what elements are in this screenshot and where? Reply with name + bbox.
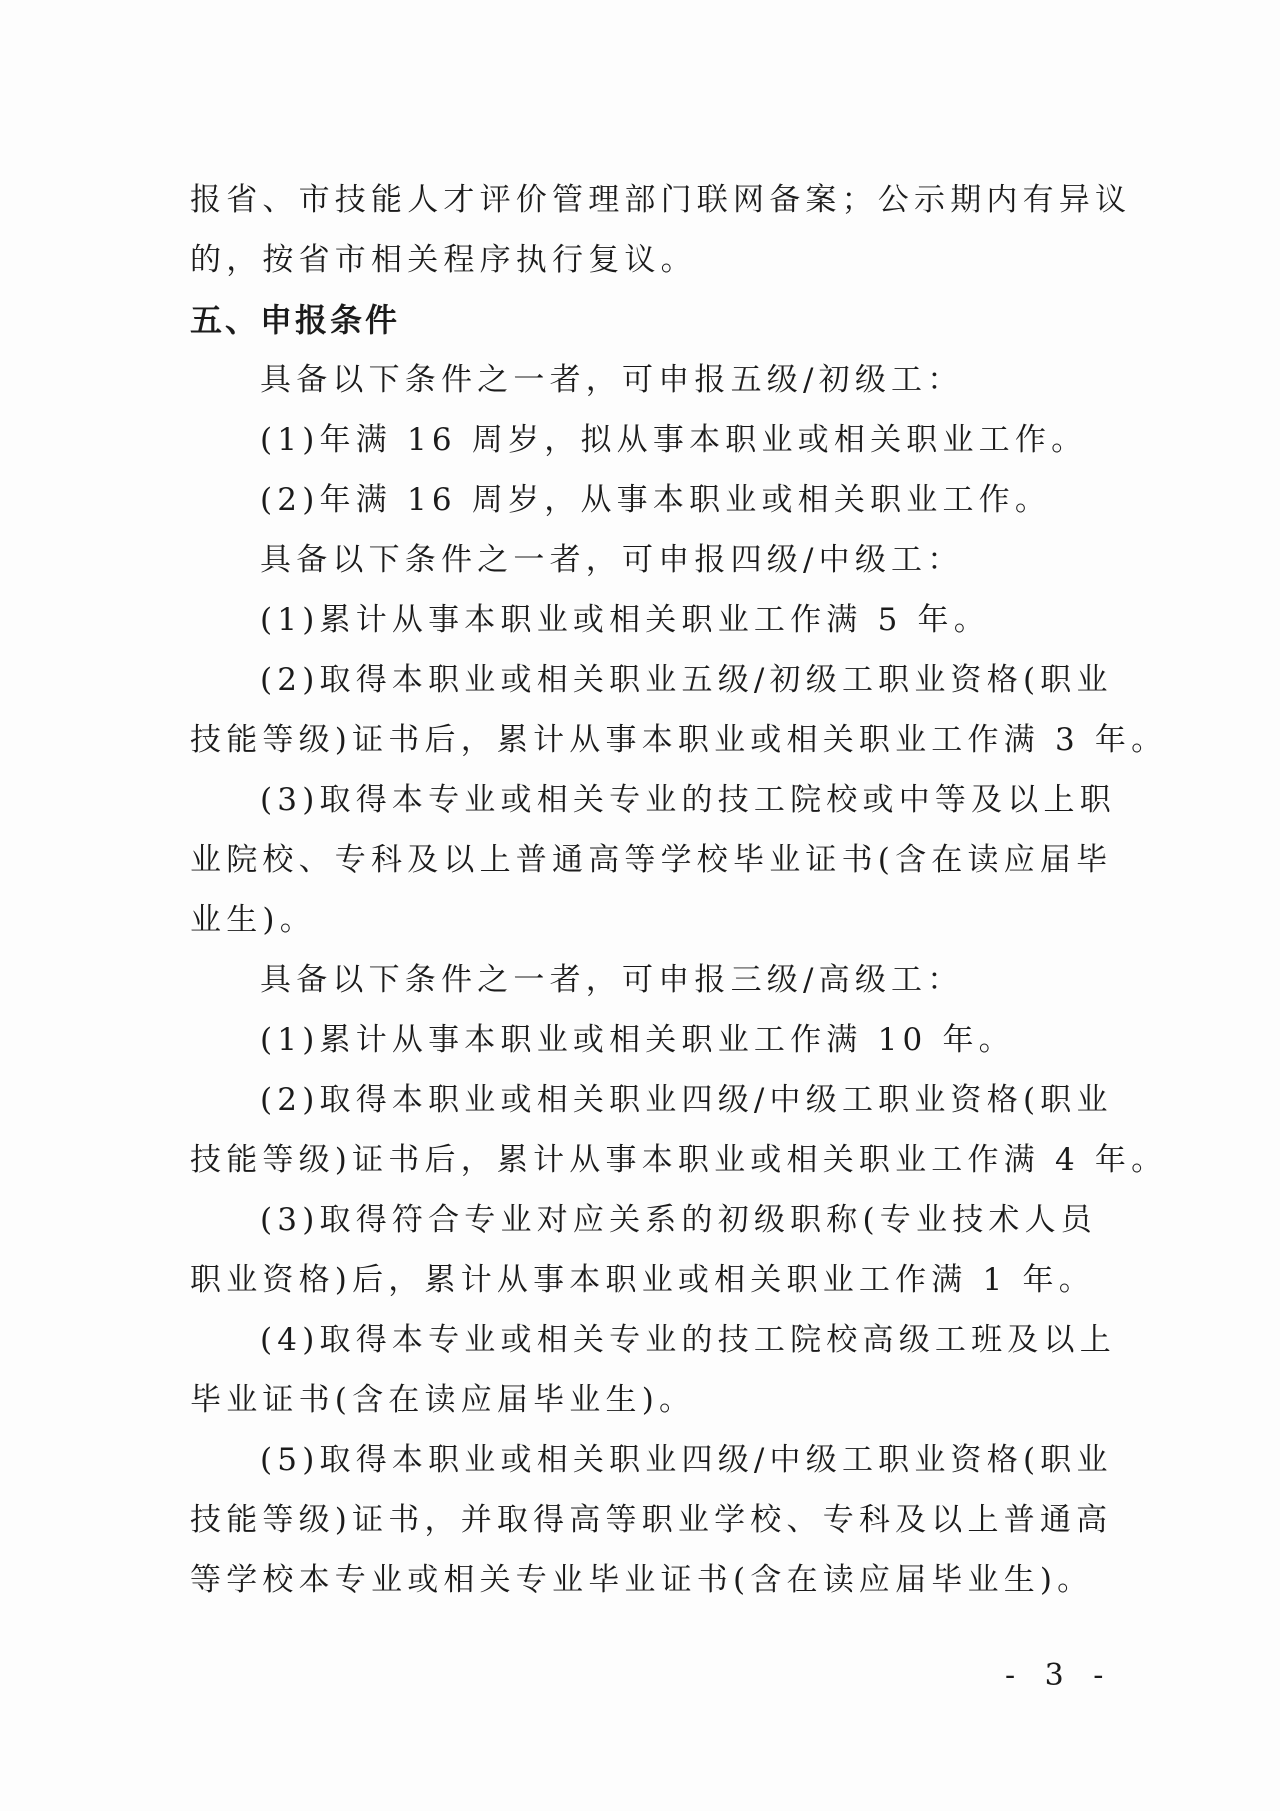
text-line: 毕业证书(含在读应届毕业生)。 [190,1382,696,1418]
text-line: 等学校本专业或相关专业毕业证书(含在读应届毕业生)。 [190,1562,1094,1598]
text-line: (2)年满 16 周岁，从事本职业或相关职业工作。 [260,482,1052,518]
text-line: 技能等级)证书后，累计从事本职业或相关职业工作满 3 年。 [190,722,1168,758]
text-line: 报省、市技能人才评价管理部门联网备案；公示期内有异议 [190,182,1132,218]
text-line: 技能等级)证书后，累计从事本职业或相关职业工作满 4 年。 [190,1142,1168,1178]
text-line: (1)累计从事本职业或相关职业工作满 10 年。 [260,1022,1015,1058]
text-line: 具备以下条件之一者，可申报四级/中级工： [260,542,964,578]
text-line: 业生)。 [190,902,316,938]
text-line: (2)取得本职业或相关职业五级/初级工职业资格(职业 [260,662,1113,698]
text-line: (2)取得本职业或相关职业四级/中级工职业资格(职业 [260,1082,1113,1118]
text-line: 职业资格)后，累计从事本职业或相关职业工作满 1 年。 [190,1262,1095,1298]
text-line: (3)取得符合专业对应关系的初级职称(专业技术人员 [260,1202,1098,1238]
text-line: 技能等级)证书，并取得高等职业学校、专科及以上普通高 [190,1502,1113,1538]
document-body [190,170,1168,1610]
page-number: - 3 - [1005,1658,1114,1693]
text-line: 业院校、专科及以上普通高等学校毕业证书(含在读应届毕 [190,842,1113,878]
text-line: (5)取得本职业或相关职业四级/中级工职业资格(职业 [260,1442,1113,1478]
section-heading: 五、申报条件 [190,301,401,339]
text-line: 具备以下条件之一者，可申报五级/初级工： [260,362,964,398]
text-line: (3)取得本专业或相关专业的技工院校或中等及以上职 [260,782,1116,818]
text-line: (1)年满 16 周岁，拟从事本职业或相关职业工作。 [260,422,1088,458]
text-line: (4)取得本专业或相关专业的技工院校高级工班及以上 [260,1322,1116,1358]
text-line: (1)累计从事本职业或相关职业工作满 5 年。 [260,602,990,638]
text-line: 的，按省市相关程序执行复议。 [190,242,697,278]
text-line: 具备以下条件之一者，可申报三级/高级工： [260,962,964,998]
